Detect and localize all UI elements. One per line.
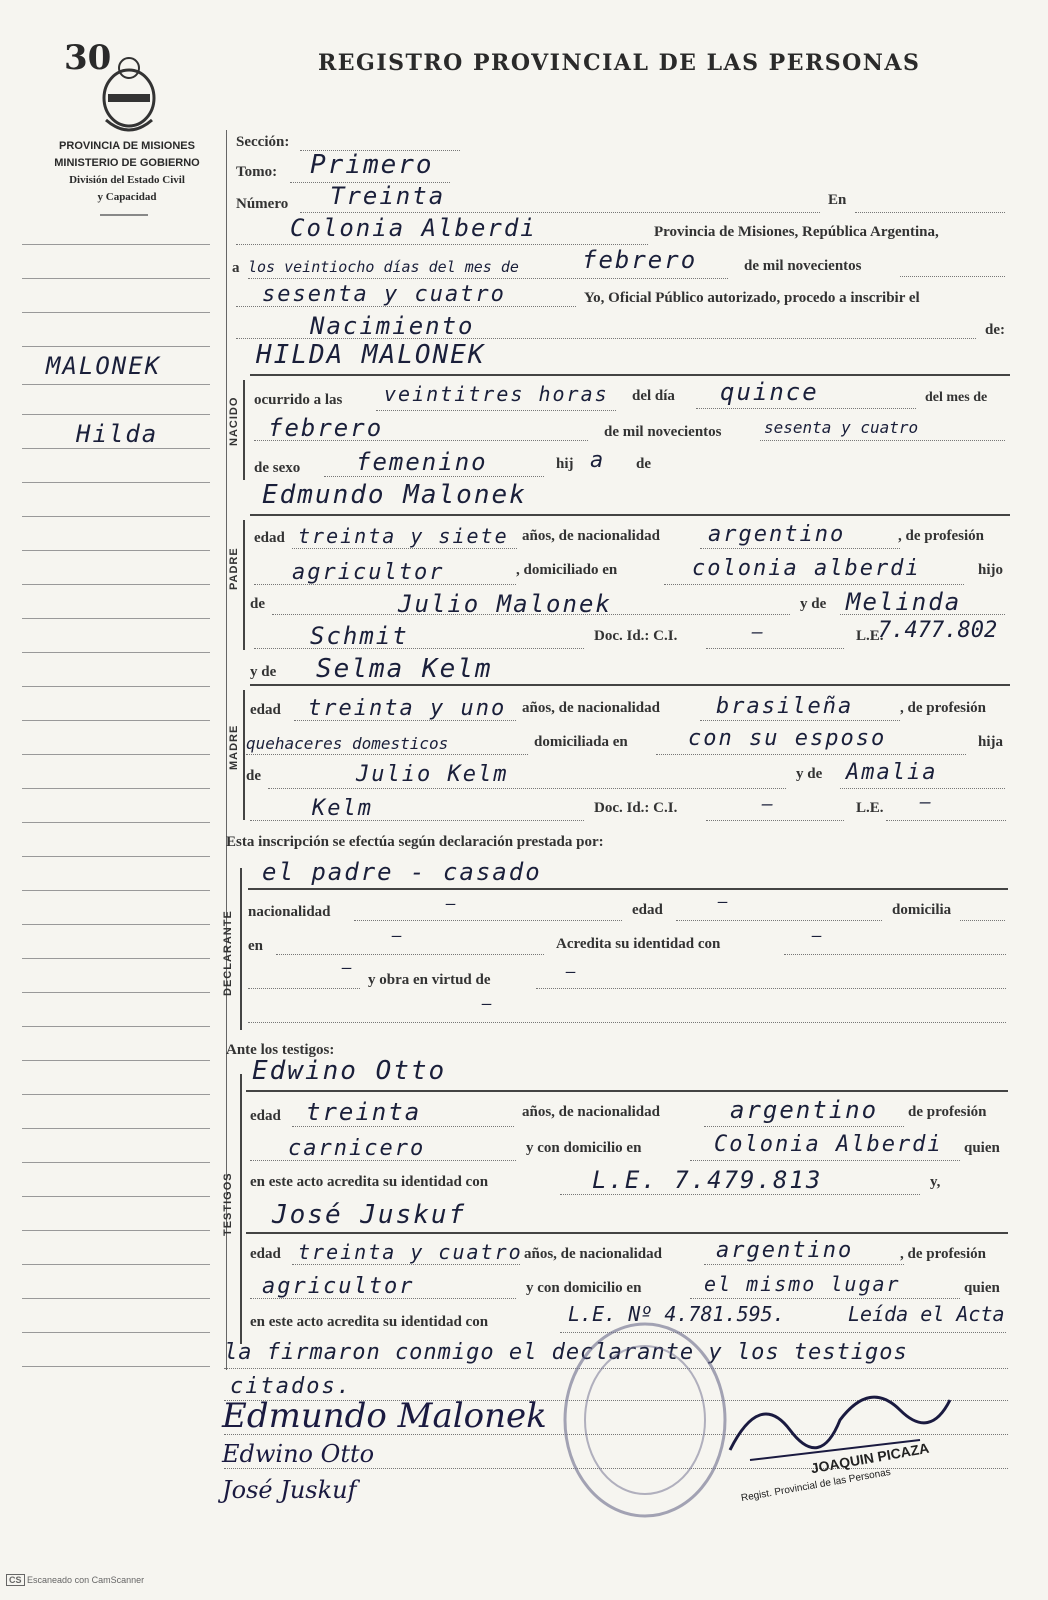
w2-dom: el mismo lugar xyxy=(704,1272,901,1296)
father-mother: Melinda xyxy=(846,588,962,616)
signature-father: Edmundo Malonek xyxy=(222,1396,547,1436)
father-age: treinta y siete xyxy=(298,524,509,548)
decl-dom-line xyxy=(960,920,1005,921)
leido-value: Leída el Acta xyxy=(848,1302,1005,1326)
father-dom-line xyxy=(664,584,964,585)
official-name: JOAQUIN PICAZA xyxy=(809,1439,931,1477)
declarant-value: el padre - casado xyxy=(262,858,542,886)
page-number: 30 xyxy=(64,38,112,78)
domiciliada-label: domiciliada en xyxy=(534,734,628,750)
decl-virtud-dash: — xyxy=(566,962,578,981)
w2-age: treinta y cuatro xyxy=(298,1240,523,1264)
decl-id-line xyxy=(784,954,1006,955)
witness1-line xyxy=(246,1090,1008,1092)
domiciliado-label: , domiciliado en xyxy=(516,562,618,578)
mother-name-line xyxy=(250,684,1010,686)
edad-label-1: edad xyxy=(254,530,285,546)
mother-ci-line xyxy=(706,820,844,821)
anos-nac-label-w2: años, de nacionalidad xyxy=(524,1246,662,1262)
anos-nac-label-1: años, de nacionalidad xyxy=(522,528,660,544)
w1-age: treinta xyxy=(306,1098,422,1126)
nacionalidad-label: nacionalidad xyxy=(248,904,331,920)
decl-extra-line xyxy=(248,1022,1006,1023)
w1-dom: Colonia Alberdi xyxy=(714,1132,943,1157)
declarant-line xyxy=(248,888,1008,890)
father-dom: colonia alberdi xyxy=(692,556,921,581)
en-label-decl: en xyxy=(248,938,263,954)
signature-witness1: Edwino Otto xyxy=(222,1440,375,1468)
tomo-label: Tomo: xyxy=(236,164,278,180)
hijo-label: hijo xyxy=(978,562,1004,578)
father-father: Julio Malonek xyxy=(398,590,612,618)
domicilia-label: domicilia xyxy=(892,902,952,918)
place-value: Colonia Alberdi xyxy=(290,214,537,242)
father-ci: — xyxy=(752,622,765,643)
hij-label: hij xyxy=(556,456,574,472)
father-mother-line xyxy=(840,614,1005,615)
obra-label: y obra en virtud de xyxy=(368,972,491,988)
decl-en-dash: — xyxy=(392,926,404,945)
father-nat: argentino xyxy=(708,522,846,547)
w2-prof: agricultor xyxy=(262,1274,415,1299)
decl-id-dash: — xyxy=(812,926,824,945)
y-de-label-3: y de xyxy=(796,766,823,782)
nacido-label: NACIDO xyxy=(228,396,240,446)
w1-nat: argentino xyxy=(730,1096,879,1124)
father-father-line xyxy=(272,614,790,615)
official-seal-icon xyxy=(560,1320,730,1524)
mother-age-line xyxy=(294,720,516,721)
mother-age: treinta y uno xyxy=(308,696,507,721)
decl-obra-line-2 xyxy=(536,988,1006,989)
year-value: sesenta y cuatro xyxy=(262,282,506,307)
edad-label-w1: edad xyxy=(250,1108,281,1124)
testigos-bar xyxy=(240,1074,242,1344)
mother-nat-line xyxy=(700,720,900,721)
scanner-text: Escaneado con CamScanner xyxy=(27,1575,145,1585)
w2-nat: argentino xyxy=(716,1238,854,1263)
w1-id: L.E. 7.479.813 xyxy=(592,1166,823,1194)
sex-line xyxy=(324,476,544,477)
quien-label-1: quien xyxy=(964,1140,1000,1156)
mother-le-line xyxy=(886,820,1006,821)
month-value: febrero xyxy=(582,246,698,274)
mother-ci: — xyxy=(762,794,775,815)
mother-prof: quehaceres domesticos xyxy=(246,734,449,753)
de-profesion-label-w1: de profesión xyxy=(908,1104,987,1120)
mother-dom-line xyxy=(656,754,966,755)
declarante-bar xyxy=(240,868,242,1030)
mother-nat: brasileña xyxy=(716,694,854,719)
form-title: REGISTRO PROVINCIAL DE LAS PERSONAS xyxy=(318,50,921,76)
day-value: quince xyxy=(720,378,819,406)
hour-line xyxy=(376,410,616,411)
scanner-watermark xyxy=(6,1574,144,1586)
place-line xyxy=(236,244,648,245)
de-label-1: de xyxy=(636,456,651,472)
doc-id-label-2: Doc. Id.: C.I. xyxy=(594,800,678,816)
anos-nac-label-2: años, de nacionalidad xyxy=(522,700,660,716)
edad-label-decl: edad xyxy=(632,902,663,918)
margin-given-name: Hilda xyxy=(76,420,159,448)
edad-label-w2: edad xyxy=(250,1246,281,1262)
father-name-line xyxy=(250,514,1010,516)
declarante-label: DECLARANTE xyxy=(222,910,234,996)
hij-suffix: a xyxy=(590,448,606,473)
act-value: Nacimiento xyxy=(310,312,475,340)
w1-id-line xyxy=(560,1194,920,1195)
mother-name: Selma Kelm xyxy=(316,654,493,684)
de-colon-label: de: xyxy=(985,322,1005,338)
le-label-2: L.E. xyxy=(856,800,884,816)
a-label: a xyxy=(232,260,240,276)
testigos-label: TESTIGOS xyxy=(222,1172,234,1236)
madre-bar xyxy=(243,690,245,820)
w1-dom-line xyxy=(690,1160,960,1161)
de-mil-label: de mil novecientos xyxy=(744,258,862,274)
en-label: En xyxy=(828,192,847,208)
nacido-bar xyxy=(243,380,245,480)
doc-id-label-1: Doc. Id.: C.I. xyxy=(594,628,678,644)
decl-en-line xyxy=(276,954,544,955)
ocurrido-label: ocurrido a las xyxy=(254,392,343,408)
y-de-label-2: y de xyxy=(250,664,277,680)
numero-line xyxy=(300,212,820,213)
day-line xyxy=(696,408,916,409)
decl-nat-line xyxy=(354,920,622,921)
w2-age-line xyxy=(292,1264,520,1265)
year-line xyxy=(236,306,576,307)
yo-label: Yo, Oficial Público autorizado, procedo a inscribir el xyxy=(584,290,920,306)
numero-value: Treinta xyxy=(330,182,446,210)
inscripcion-label: Esta inscripción se efectúa según declaración prestada por: xyxy=(226,834,604,850)
acredita-label: Acredita su identidad con xyxy=(556,936,721,952)
en-line xyxy=(855,212,1005,213)
father-mother2-line xyxy=(254,648,584,649)
decl-age-dash: — xyxy=(718,892,730,911)
del-dia-label: del día xyxy=(632,388,675,404)
anos-nac-label-w1: años, de nacionalidad xyxy=(522,1104,660,1120)
birth-year-value: sesenta y cuatro xyxy=(764,418,919,437)
provincia-label: Provincia de Misiones, República Argentina, xyxy=(654,224,939,240)
w1-prof: carnicero xyxy=(288,1136,426,1161)
act-line xyxy=(236,338,976,339)
padre-label: PADRE xyxy=(228,547,240,590)
w1-age-line xyxy=(292,1126,514,1127)
mother-mother2: Kelm xyxy=(312,796,373,821)
y-comma-label: y, xyxy=(930,1174,941,1190)
w2-prof-line xyxy=(250,1298,516,1299)
madre-label: MADRE xyxy=(228,724,240,770)
signature-witness2: José Juskuf xyxy=(222,1476,357,1504)
quien-label-2: quien xyxy=(964,1280,1000,1296)
decl-extra-dash: — xyxy=(482,994,494,1013)
decl-obra-dash: — xyxy=(342,958,354,977)
child-name-line xyxy=(250,374,1010,376)
de-label-2: de xyxy=(250,596,265,612)
padre-bar xyxy=(243,520,245,650)
de-label-3: de xyxy=(246,768,261,784)
father-prof-line xyxy=(254,584,516,585)
sexo-label: de sexo xyxy=(254,460,301,476)
witness2-line xyxy=(246,1232,1008,1234)
de-profesion-label-2: , de profesión xyxy=(900,700,986,716)
hija-label: hija xyxy=(978,734,1004,750)
con-domicilio-label-2: y con domicilio en xyxy=(526,1280,642,1296)
decl-age-line xyxy=(676,920,882,921)
witness1-name: Edwino Otto xyxy=(252,1056,447,1086)
w2-id: L.E. Nº 4.781.595. xyxy=(568,1302,785,1326)
hour-value: veintitres horas xyxy=(384,382,609,406)
acredita-label-w1: en este acto acredita su identidad con xyxy=(250,1174,489,1190)
mother-prof-line xyxy=(246,754,528,755)
father-ci-line xyxy=(706,648,844,649)
coat-of-arms-icon xyxy=(98,50,160,136)
mother-father-line xyxy=(268,788,786,789)
child-name: HILDA MALONEK xyxy=(256,340,486,370)
father-age-line xyxy=(292,548,517,549)
del-mes-label: del mes de xyxy=(925,390,988,405)
birth-year-line xyxy=(760,440,1005,441)
closing-text-2: citados. xyxy=(230,1374,352,1399)
date-text-value: los veintiocho días del mes de xyxy=(248,258,519,276)
w1-prof-line xyxy=(250,1160,516,1161)
seccion-label: Sección: xyxy=(236,134,290,150)
divider xyxy=(100,214,148,216)
father-name: Edmundo Malonek xyxy=(262,480,527,510)
edad-label-2: edad xyxy=(250,702,281,718)
de-mil-novecientos-label: de mil novecientos xyxy=(604,424,722,440)
province-label: PROVINCIA DE MISIONES MINISTERIO DE GOBIERNO División del Estado Civil y Capacidad xyxy=(54,140,200,203)
father-nat-line xyxy=(700,548,900,549)
decl-nat-dash: — xyxy=(446,894,458,913)
mother-mother: Amalia xyxy=(846,760,938,785)
de-profesion-label-1: , de profesión xyxy=(898,528,984,544)
witness2-name: José Juskuf xyxy=(272,1200,467,1230)
tomo-value: Primero xyxy=(310,150,434,180)
mother-father: Julio Kelm xyxy=(356,762,509,787)
ante-label: Ante los testigos: xyxy=(226,1042,335,1058)
w2-dom-line xyxy=(690,1298,960,1299)
birth-month-line xyxy=(254,440,588,441)
closing-text: la firmaron conmigo el declarante y los testigos xyxy=(224,1340,908,1365)
mother-dom: con su esposo xyxy=(688,726,887,751)
le-label-1: L.E. xyxy=(856,628,884,644)
father-le: 7.477.802 xyxy=(878,618,998,643)
year-line-1 xyxy=(900,276,1005,277)
de-profesion-label-w2: , de profesión xyxy=(900,1246,986,1262)
birth-month-value: febrero xyxy=(268,414,384,442)
mother-mother2-line xyxy=(250,820,584,821)
y-de-label-1: y de xyxy=(800,596,827,612)
mother-le: — xyxy=(920,792,933,813)
father-prof: agricultor xyxy=(292,560,445,585)
margin-surname: MALONEK xyxy=(46,352,162,380)
decl-obra-line-1 xyxy=(248,988,360,989)
scanner-logo-icon: CS xyxy=(6,1574,25,1586)
w2-nat-line xyxy=(704,1264,904,1265)
official-subtitle: Regist. Provincial de las Personas xyxy=(740,1466,892,1505)
acredita-label-w2: en este acto acredita su identidad con xyxy=(250,1314,489,1330)
mother-mother-line xyxy=(840,788,1005,789)
w1-nat-line xyxy=(704,1126,904,1127)
numero-label: Número xyxy=(236,196,289,212)
date-line xyxy=(248,278,728,279)
father-mother2: Schmit xyxy=(310,622,409,650)
sex-value: femenino xyxy=(356,448,488,476)
con-domicilio-label-1: y con domicilio en xyxy=(526,1140,642,1156)
